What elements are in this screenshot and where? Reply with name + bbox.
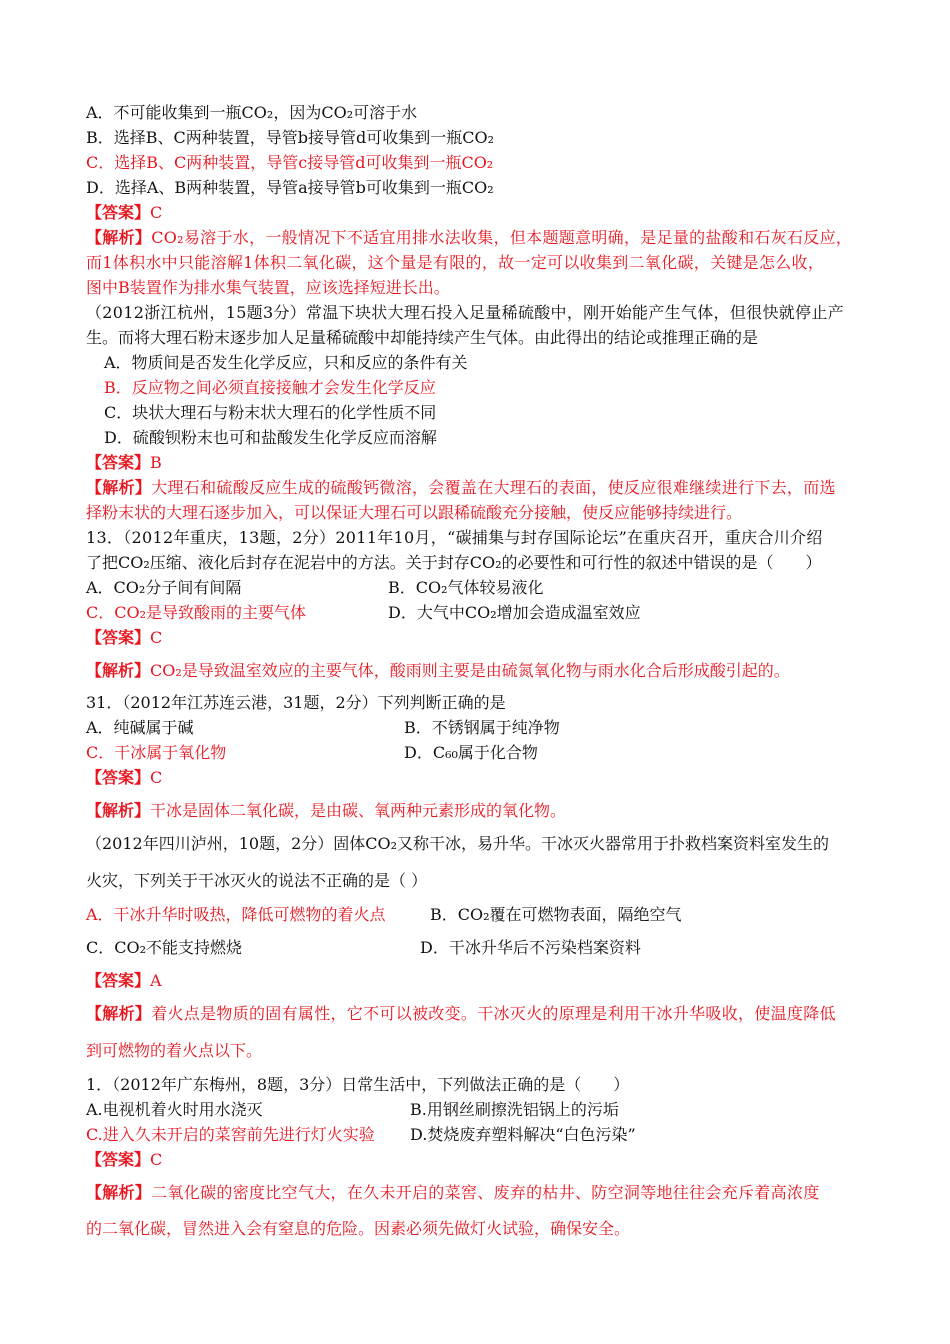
q3-answer [86, 628, 162, 648]
analysis-text: 二氧化碳的密度比空气大，在久未开启的菜窖、废弃的枯井、防空洞等地往往会充斥着高浓度 [151, 1183, 820, 1202]
analysis-text: 大理石和硫酸反应生成的硫酸钙微溶，会覆盖在大理石的表面，使反应很难继续进行下去，而选 [151, 478, 836, 497]
q5-option-b: B．CO₂覆在可燃物表面，隔绝空气 [430, 905, 682, 924]
answer-tag: 【答案】 [86, 1150, 151, 1169]
answer-value: B [150, 453, 162, 472]
q6-stem: 1．（2012年广东梅州，8题，3分）日常生活中，下列做法正确的是（ ） [86, 1075, 630, 1094]
q5-option-c: C．CO₂不能支持燃烧 [86, 938, 243, 957]
q4-option-d: D．C₆₀属于化合物 [404, 743, 538, 762]
q4-option-b: B．不锈钢属于纯净物 [404, 718, 560, 737]
q2-analysis-line1 [86, 478, 836, 498]
q4-option-a: A．纯碱属于碱 [86, 718, 194, 737]
q6-option-d: D.焚烧废弃塑料解决“白色污染” [410, 1125, 636, 1144]
q3-option-c: C．CO₂是导致酸雨的主要气体 [86, 603, 307, 622]
q4-analysis [86, 801, 566, 821]
q4-answer [86, 768, 162, 788]
q3-option-b: B．CO₂气体较易液化 [388, 578, 544, 597]
answer-tag: 【答案】 [86, 628, 151, 647]
q5-stem-line1: （2012年四川泸州，10题，2分）固体CO₂又称干冰，易升华。干冰灭火器常用于扑救档案资料室发生的 [86, 834, 830, 853]
q2-analysis-line2: 择粉末状的大理石逐步加入，可以保证大理石可以跟稀硫酸充分接触，使反应能够持续进行。 [86, 503, 743, 522]
q6-analysis-line1 [86, 1183, 820, 1203]
q2-stem-line1: （2012浙江杭州，15题3分）常温下块状大理石投入足量稀硫酸中，刚开始能产生气体，但很快就停止产 [86, 303, 844, 322]
analysis-tag: 【解析】 [86, 1004, 152, 1023]
q1-option-b: B．选择B、C两种装置，导管b接导管d可收集到一瓶CO₂ [86, 128, 495, 147]
q5-stem-line2: 火灾，下列关于干冰灭火的说法不正确的是（ ） [86, 871, 428, 890]
q2-option-c: C．块状大理石与粉末状大理石的化学性质不同 [104, 403, 437, 422]
q1-option-d: D．选择A、B两种装置，导管a接导管b可收集到一瓶CO₂ [86, 178, 494, 197]
analysis-tag: 【解析】 [86, 1183, 152, 1202]
q3-analysis [86, 661, 790, 681]
q6-analysis-line2: 的二氧化碳，冒然进入会有窒息的危险。因素必须先做灯火试验，确保安全。 [86, 1219, 631, 1238]
q5-option-d: D．干冰升华后不污染档案资料 [420, 938, 641, 957]
analysis-text: 干冰是固体二氧化碳，是由碳、氧两种元素形成的氧化物。 [150, 801, 567, 820]
q4-stem: 31．（2012年江苏连云港，31题，2分）下列判断正确的是 [86, 693, 506, 712]
q1-option-c: C．选择B、C两种装置，导管c接导管d可收集到一瓶CO₂ [86, 153, 494, 172]
q1-analysis-line2: 而1体积水中只能溶解1体积二氧化碳，这个量是有限的，故一定可以收集到二氧化碳，关键是怎么收， [86, 253, 825, 272]
q2-stem-line2: 生。而将大理石粉末逐步加人足量稀硫酸中却能持续产生气体。由此得出的结论或推理正确的是 [86, 328, 759, 347]
analysis-text: 着火点是物质的固有属性，它不可以被改变。干冰灭火的原理是利用干冰升华吸收，使温度降低 [151, 1004, 836, 1023]
q2-option-d: D．硫酸钡粉末也可和盐酸发生化学反应而溶解 [104, 428, 437, 447]
q1-analysis-line1 [86, 228, 852, 248]
q4-option-c: C．干冰属于氧化物 [86, 743, 227, 762]
q5-answer [86, 971, 162, 991]
q2-answer [86, 453, 162, 473]
q6-answer [86, 1150, 162, 1170]
q6-option-c: C.进入久未开启的菜窖前先进行灯火实验 [86, 1125, 375, 1144]
analysis-tag: 【解析】 [86, 478, 152, 497]
q6-option-a: A.电视机着火时用水浇灭 [86, 1100, 263, 1119]
analysis-tag: 【解析】 [86, 801, 151, 820]
q3-stem-line1: 13．（2012年重庆，13题，2分）2011年10月，“碳捕集与封存国际论坛”在重庆召开，重庆合川介绍 [86, 528, 823, 547]
q2-option-a: A．物质间是否发生化学反应，只和反应的条件有关 [104, 353, 468, 372]
answer-value: C [150, 1150, 163, 1169]
q5-analysis-line1 [86, 1004, 836, 1024]
answer-tag: 【答案】 [86, 971, 151, 990]
q1-answer [86, 203, 162, 223]
q3-option-d: D．大气中CO₂增加会造成温室效应 [388, 603, 641, 622]
analysis-tag: 【解析】 [86, 661, 151, 680]
answer-tag: 【答案】 [86, 768, 151, 787]
q5-analysis-line2: 到可燃物的着火点以下。 [86, 1041, 263, 1060]
answer-tag: 【答案】 [86, 453, 151, 472]
answer-value: C [150, 628, 163, 647]
q1-analysis-line3: 图中B装置作为排水集气装置，应该选择短进长出。 [86, 278, 450, 297]
q5-option-a: A．干冰升华时吸热，降低可燃物的着火点 [86, 905, 386, 924]
analysis-text: CO₂是导致温室效应的主要气体，酸雨则主要是由硫氮氧化物与雨水化合后形成酸引起的。 [150, 661, 790, 680]
analysis-text: CO₂易溶于水，一般情况下不适宜用排水法收集，但本题题意明确，是足量的盐酸和石灰石反应， [151, 228, 853, 247]
q2-option-b: B．反应物之间必须直接接触才会发生化学反应 [104, 378, 436, 397]
q1-option-a: A．不可能收集到一瓶CO₂，因为CO₂可溶于水 [86, 103, 418, 122]
q3-option-a: A．CO₂分子间有间隔 [86, 578, 242, 597]
answer-value: A [150, 971, 162, 990]
analysis-tag: 【解析】 [86, 228, 152, 247]
answer-tag: 【答案】 [86, 203, 151, 222]
q6-option-b: B.用钢丝刷擦洗铝锅上的污垢 [410, 1100, 619, 1119]
answer-value: C [150, 203, 163, 222]
answer-value: C [150, 768, 163, 787]
q3-stem-line2: 了把CO₂压缩、液化后封存在泥岩中的方法。关于封存CO₂的必要性和可行性的叙述中错误的是（ ） [86, 553, 822, 572]
